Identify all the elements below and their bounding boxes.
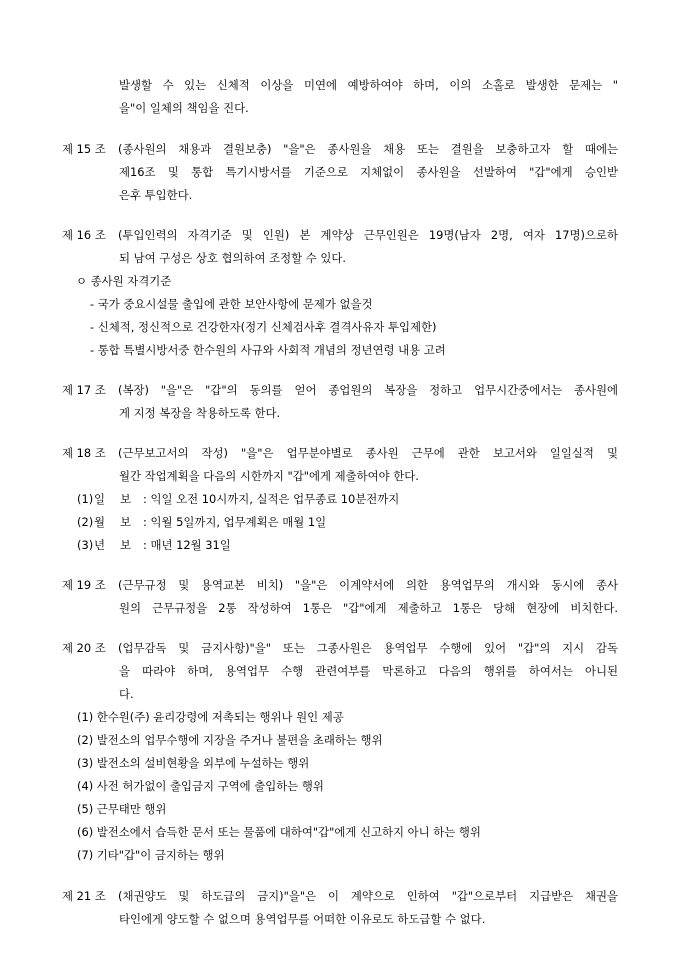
article-text-line: 게 지정 복장을 착용하도록 한다.	[119, 406, 281, 420]
article-number: 제 15 조	[62, 142, 106, 156]
report-item	[77, 488, 577, 511]
prohibited-item: (1) 한수원(주) 윤리강령에 저촉되는 행위나 원인 제공	[77, 710, 344, 724]
continuation-line: 을"이 일체의 책임을 진다.	[119, 101, 249, 115]
article-text-line: (복장) "을"은 "갑"의 동의를 얻어 종업원의 복장을 정하고 업무시간중에서는 종사원에	[118, 383, 618, 397]
report-item	[77, 511, 577, 534]
report-item-text: : 매년 12월 31일	[143, 538, 231, 552]
prohibited-item: (5) 근무태만 행위	[77, 802, 167, 816]
report-item-label: 일 보	[94, 492, 132, 506]
prohibited-item: (7) 기타"갑"이 금지하는 행위	[77, 848, 225, 862]
article-text-line: 월간 작업계획을 다음의 시한까지 "갑"에게 제출하여야 한다.	[119, 469, 419, 483]
prohibited-item: (2) 발전소의 업무수행에 지장을 주거나 불편을 초래하는 행위	[77, 733, 383, 747]
article-text-line: 을 따라야 하며, 용역업무 수행 관련여부를 막론하고 다음의 행위를 하여서는 아니된	[119, 664, 618, 678]
article-number: 제 19 조	[62, 578, 106, 592]
article-number: 제 20 조	[62, 641, 106, 655]
article-text-line: 제16조 및 통합 특기시방서를 기준으로 지체없이 종사원을 선발하여 "갑"에게 승인받	[119, 165, 618, 179]
article-text-line: 은후 투입한다.	[119, 188, 193, 202]
article-text-line: (투입인력의 자격기준 및 인원) 본 계약상 근무인원은 19명(남자 2명, 여자 17명)으로하	[118, 228, 618, 242]
report-item-label: 년 보	[94, 538, 132, 552]
article-number: 제 16 조	[62, 228, 106, 242]
qualification-item: - 국가 중요시설물 출입에 관한 보안사항에 문제가 없을것	[90, 297, 373, 311]
article-text-line: (근무보고서의 작성) "을"은 업무분야별로 종사원 근무에 관한 보고서와 일일실적 및	[118, 446, 618, 460]
report-item-number: (2)	[77, 515, 94, 529]
qualification-heading: ㅇ 종사원 자격기준	[76, 274, 172, 288]
article-text-line: (근무규정 및 용역교본 비치) "을"은 이계약서에 의한 용역업무의 개시와 동시에 종사	[118, 578, 618, 592]
prohibited-item: (3) 발전소의 설비현황을 외부에 누설하는 행위	[77, 756, 310, 770]
article-number: 제 21 조	[62, 889, 106, 903]
article-number: 제 17 조	[62, 383, 106, 397]
qualification-item: - 신체적, 정신적으로 건강한자(정기 신체검사후 결격사유자 투입제한)	[90, 320, 437, 334]
prohibited-item: (4) 사전 허가없이 출입금지 구역에 출입하는 행위	[77, 779, 324, 793]
report-item-number: (3)	[77, 538, 94, 552]
article-number: 제 18 조	[62, 446, 106, 460]
article-text-line: (종사원의 채용과 결원보충) "을"은 종사원을 채용 또는 결원을 보충하고자 할 때에는	[118, 142, 618, 156]
prohibited-item: (6) 발전소에서 습득한 문서 또는 물품에 대하여"갑"에게 신고하지 아니 하는 행위	[77, 825, 481, 839]
report-item-text: : 익일 오전 10시까지, 실적은 업무종료 10분전까지	[143, 492, 400, 506]
article-text-line: 다.	[119, 687, 134, 701]
article-text-line: 타인에게 양도할 수 없으며 용역업무를 어떠한 이유로도 하도급할 수 없다.	[119, 912, 486, 926]
qualification-item: - 통합 특별시방서중 한수원의 사규와 사회적 개념의 정년연령 내용 고려	[90, 343, 446, 357]
report-item-label: 월 보	[94, 515, 132, 529]
article-text-line: (채권양도 및 하도급의 금지)"을"은 이 계약으로 인하여 "갑"으로부터 지급받은 채권을	[118, 889, 618, 903]
report-item-number: (1)	[77, 492, 94, 506]
report-item	[77, 534, 577, 557]
article-text-line: 원의 근무규정을 2통 작성하여 1통은 "갑"에게 제출하고 1통은 당해 현장에 비치한다.	[119, 601, 618, 615]
article-text-line: (업무감독 및 금지사항)"을" 또는 그종사원은 용역업무 수행에 있어 "갑"의 지시 감독	[118, 641, 618, 655]
report-item-text: : 익월 5일까지, 업무계획은 매월 1일	[143, 515, 327, 529]
continuation-line: 발생할 수 있는 신체적 이상을 미연에 예방하여야 하며, 이의 소홀로 발생한 문제는 "	[119, 78, 618, 92]
article-text-line: 되 남여 구성은 상호 협의하여 조정할 수 있다.	[119, 251, 347, 265]
